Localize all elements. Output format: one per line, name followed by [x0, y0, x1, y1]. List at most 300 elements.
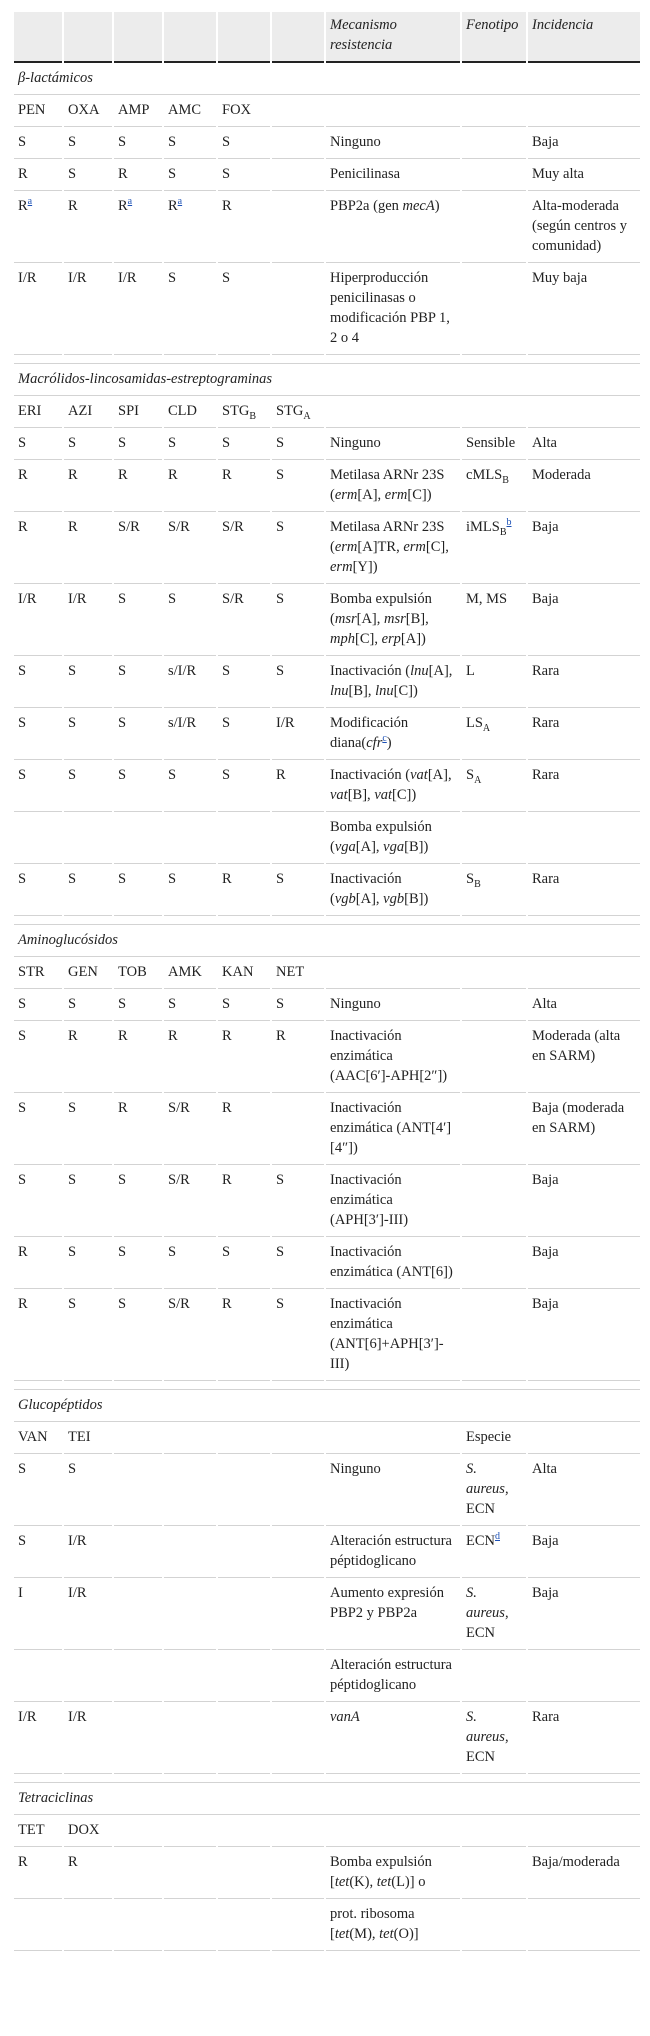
phenotype-cell: L	[462, 658, 526, 708]
antibiotic-label: TOB	[114, 959, 162, 989]
susceptibility-cell: S	[272, 462, 324, 512]
susceptibility-cell	[218, 1901, 270, 1951]
susceptibility-cell: S	[64, 1095, 112, 1165]
susceptibility-cell: S/R	[218, 514, 270, 584]
susceptibility-cell: I	[14, 1580, 62, 1650]
susceptibility-cell: R	[64, 1849, 112, 1899]
antibiotic-label: OXA	[64, 97, 112, 127]
susceptibility-cell: R	[64, 514, 112, 584]
phenotype-cell	[462, 129, 526, 159]
susceptibility-cell: R	[164, 462, 216, 512]
susceptibility-cell	[218, 1528, 270, 1578]
incidence-cell: Baja	[528, 1528, 640, 1578]
susceptibility-cell	[114, 1456, 162, 1526]
susceptibility-cell: I/R	[64, 1528, 112, 1578]
susceptibility-cell: S	[114, 1291, 162, 1381]
susceptibility-cell: S	[272, 991, 324, 1021]
susceptibility-cell: S	[218, 658, 270, 708]
table-row	[14, 1167, 640, 1237]
antibiotic-label: STR	[14, 959, 62, 989]
susceptibility-cell: S	[272, 514, 324, 584]
susceptibility-cell: S	[164, 430, 216, 460]
table-row	[14, 814, 640, 864]
incidence-cell	[528, 97, 640, 127]
incidence-cell: Baja	[528, 1239, 640, 1289]
susceptibility-cell: S	[14, 866, 62, 916]
susceptibility-cell: S	[14, 1095, 62, 1165]
susceptibility-cell: R	[218, 1023, 270, 1093]
incidence-cell: Moderada (alta en SARM)	[528, 1023, 640, 1093]
phenotype-cell	[462, 193, 526, 263]
susceptibility-cell	[218, 1849, 270, 1899]
mechanism-cell: Ninguno	[326, 991, 460, 1021]
mechanism-cell: Ninguno	[326, 1456, 460, 1526]
table-row	[14, 265, 640, 355]
incidence-cell	[528, 1817, 640, 1847]
antibiotic-label: FOX	[218, 97, 270, 127]
susceptibility-cell: S	[64, 991, 112, 1021]
mechanism-cell: Inactivación (vat[A], vat[B], vat[C])	[326, 762, 460, 812]
susceptibility-cell	[164, 1456, 216, 1526]
susceptibility-cell	[218, 1580, 270, 1650]
susceptibility-cell: S	[114, 129, 162, 159]
susceptibility-cell	[164, 1652, 216, 1702]
susceptibility-cell: S	[272, 586, 324, 656]
section-spacer	[14, 357, 640, 364]
mechanism-cell	[326, 1424, 460, 1454]
susceptibility-cell	[164, 1580, 216, 1650]
phenotype-cell	[462, 265, 526, 355]
susceptibility-cell: R	[218, 866, 270, 916]
susceptibility-cell: I/R	[272, 710, 324, 760]
phenotype-cell	[462, 1291, 526, 1381]
susceptibility-cell	[272, 193, 324, 263]
incidence-cell: Alta-moderada (según centros y comunidad)	[528, 193, 640, 263]
susceptibility-cell: $R^a$	[114, 193, 162, 263]
susceptibility-cell: S	[64, 658, 112, 708]
susceptibility-cell: S/R	[164, 1095, 216, 1165]
susceptibility-cell: R	[114, 1095, 162, 1165]
susceptibility-cell: S	[164, 762, 216, 812]
header-phenotype: Fenotipo	[462, 12, 526, 63]
phenotype-cell: ECN$^d$	[462, 1528, 526, 1578]
incidence-cell: Moderada	[528, 462, 640, 512]
incidence-cell: Rara	[528, 658, 640, 708]
mechanism-cell: Bomba expulsión [tet(K), tet(L)] o	[326, 1849, 460, 1899]
susceptibility-cell: S	[14, 1456, 62, 1526]
mechanism-cell: Ninguno	[326, 430, 460, 460]
susceptibility-cell: S	[272, 658, 324, 708]
susceptibility-cell	[14, 1652, 62, 1702]
susceptibility-cell: R	[218, 1291, 270, 1381]
phenotype-cell: iMLS$_B^b$	[462, 514, 526, 584]
antibiotic-label	[272, 1817, 324, 1847]
mechanism-cell: Inactivación enzimática (ANT[6])	[326, 1239, 460, 1289]
mechanism-cell: Alteración estructura péptidoglicano	[326, 1652, 460, 1702]
susceptibility-cell: R	[218, 1095, 270, 1165]
susceptibility-cell: R	[14, 514, 62, 584]
footnote-link[interactable]: c	[382, 733, 387, 745]
susceptibility-cell: S	[114, 866, 162, 916]
susceptibility-cell	[272, 1704, 324, 1774]
susceptibility-cell: S	[272, 430, 324, 460]
susceptibility-cell: S	[218, 161, 270, 191]
phenotype-cell	[462, 1023, 526, 1093]
section-title-row	[14, 1785, 640, 1815]
mechanism-cell: Metilasa ARNr 23S (erm[A], erm[C])	[326, 462, 460, 512]
antibiotic-label	[272, 97, 324, 127]
antibiotic-label: DOX	[64, 1817, 112, 1847]
mechanism-cell: Bomba expulsión (msr[A], msr[B], mph[C], erp[A])	[326, 586, 460, 656]
table-row	[14, 1901, 640, 1951]
section-title-row	[14, 1392, 640, 1422]
table-header	[14, 12, 640, 63]
incidence-cell	[528, 398, 640, 428]
phenotype-cell: $S_B$	[462, 866, 526, 916]
mechanism-cell	[326, 398, 460, 428]
susceptibility-cell: S	[218, 430, 270, 460]
susceptibility-cell	[114, 1580, 162, 1650]
table-row	[14, 1095, 640, 1165]
susceptibility-cell: S	[218, 265, 270, 355]
table-row	[14, 1652, 640, 1702]
susceptibility-cell	[272, 1095, 324, 1165]
susceptibility-cell: I/R	[64, 586, 112, 656]
susceptibility-cell	[14, 814, 62, 864]
incidence-cell	[528, 1652, 640, 1702]
antibiotic-header-row	[14, 398, 640, 428]
susceptibility-cell: S	[218, 991, 270, 1021]
table-row	[14, 1023, 640, 1093]
susceptibility-cell: S	[272, 1291, 324, 1381]
section-title: β-lactámicos	[14, 65, 640, 95]
footnote-link[interactable]: a	[127, 196, 133, 208]
susceptibility-cell	[272, 1849, 324, 1899]
susceptibility-cell: S	[272, 1167, 324, 1237]
susceptibility-cell	[14, 1901, 62, 1951]
incidence-cell: Alta	[528, 430, 640, 460]
phenotype-cell	[462, 814, 526, 864]
incidence-cell: Baja	[528, 1580, 640, 1650]
incidence-cell: Muy baja	[528, 265, 640, 355]
susceptibility-cell	[218, 1704, 270, 1774]
phenotype-header: Especie	[462, 1424, 526, 1454]
susceptibility-cell: S	[64, 1239, 112, 1289]
susceptibility-cell: I/R	[14, 265, 62, 355]
table-row	[14, 1528, 640, 1578]
phenotype-cell	[462, 1652, 526, 1702]
antibiotic-label: KAN	[218, 959, 270, 989]
table-row	[14, 1580, 640, 1650]
phenotype-cell: cMLS$_B$	[462, 462, 526, 512]
antibiotic-header-row	[14, 97, 640, 127]
susceptibility-cell: S	[14, 710, 62, 760]
susceptibility-cell: s/I/R	[164, 658, 216, 708]
mechanism-cell: Inactivación (lnu[A], lnu[B], lnu[C])	[326, 658, 460, 708]
antibiotic-label	[164, 1817, 216, 1847]
susceptibility-cell	[114, 1901, 162, 1951]
table-row	[14, 514, 640, 584]
footnote-link[interactable]: d	[495, 1531, 500, 1543]
antibiotic-label: $STG_B$	[218, 398, 270, 428]
antibiotic-label: CLD	[164, 398, 216, 428]
susceptibility-cell: R	[218, 462, 270, 512]
susceptibility-cell: S	[114, 658, 162, 708]
antibiotic-label: TET	[14, 1817, 62, 1847]
mechanism-cell: Inactivación enzimática (ANT[6]+APH[3′]-III)	[326, 1291, 460, 1381]
susceptibility-cell	[272, 1652, 324, 1702]
susceptibility-cell	[164, 1901, 216, 1951]
phenotype-cell: S. aureus, ECN	[462, 1580, 526, 1650]
susceptibility-cell: S	[164, 129, 216, 159]
susceptibility-cell: S	[114, 1167, 162, 1237]
incidence-cell: Rara	[528, 1704, 640, 1774]
susceptibility-cell: S	[14, 1167, 62, 1237]
susceptibility-cell: S	[218, 710, 270, 760]
susceptibility-cell: S	[272, 1239, 324, 1289]
susceptibility-cell: S/R	[114, 514, 162, 584]
susceptibility-cell	[218, 814, 270, 864]
susceptibility-cell: R	[64, 193, 112, 263]
susceptibility-cell	[164, 814, 216, 864]
incidence-cell: Baja	[528, 1291, 640, 1381]
incidence-cell: Baja	[528, 129, 640, 159]
mechanism-cell: Ninguno	[326, 129, 460, 159]
susceptibility-cell: S	[164, 161, 216, 191]
susceptibility-cell: S	[114, 586, 162, 656]
mechanism-cell	[326, 97, 460, 127]
header-mechanism: Mecanismo resistencia	[326, 12, 460, 63]
susceptibility-cell: S	[64, 1291, 112, 1381]
susceptibility-cell: S	[164, 586, 216, 656]
susceptibility-cell	[164, 1528, 216, 1578]
mechanism-cell: Hiperproducción penicilinasas o modificación PBP 1, 2 o 4	[326, 265, 460, 355]
section-spacer	[14, 1776, 640, 1783]
incidence-cell: Baja (moderada en SARM)	[528, 1095, 640, 1165]
antibiotic-label: AMP	[114, 97, 162, 127]
mechanism-cell: Modificación diana(cfr$^c$)	[326, 710, 460, 760]
susceptibility-cell	[272, 814, 324, 864]
footnote-link[interactable]: a	[27, 196, 33, 208]
incidence-cell	[528, 1424, 640, 1454]
phenotype-cell	[462, 1901, 526, 1951]
susceptibility-cell: S	[272, 866, 324, 916]
susceptibility-cell: S	[14, 1023, 62, 1093]
susceptibility-cell	[114, 1849, 162, 1899]
susceptibility-cell	[272, 161, 324, 191]
antibiotic-label: SPI	[114, 398, 162, 428]
table-row	[14, 193, 640, 263]
incidence-cell: Alta	[528, 991, 640, 1021]
phenotype-cell: $LS_A$	[462, 710, 526, 760]
susceptibility-cell: S	[64, 129, 112, 159]
mechanism-cell: prot. ribosoma [tet(M), tet(O)]	[326, 1901, 460, 1951]
susceptibility-cell: S	[64, 710, 112, 760]
susceptibility-cell: S	[14, 1528, 62, 1578]
mechanism-cell: Inactivación (vgb[A], vgb[B])	[326, 866, 460, 916]
antibiotic-label: AMK	[164, 959, 216, 989]
section-spacer	[14, 1383, 640, 1390]
susceptibility-cell	[272, 265, 324, 355]
antibiotic-header-row	[14, 1424, 640, 1454]
susceptibility-cell	[114, 1528, 162, 1578]
susceptibility-cell: S	[218, 129, 270, 159]
susceptibility-cell: S	[14, 129, 62, 159]
phenotype-cell: S. aureus, ECN	[462, 1456, 526, 1526]
section-title: Aminoglucósidos	[14, 927, 640, 957]
section-spacer	[14, 918, 640, 925]
susceptibility-cell	[64, 814, 112, 864]
table-row	[14, 1291, 640, 1381]
table-row	[14, 1239, 640, 1289]
phenotype-cell: Sensible	[462, 430, 526, 460]
susceptibility-cell	[272, 1580, 324, 1650]
antibiotic-header-row	[14, 1817, 640, 1847]
susceptibility-cell: $R^a$	[14, 193, 62, 263]
susceptibility-cell: S/R	[218, 586, 270, 656]
phenotype-cell	[462, 1095, 526, 1165]
susceptibility-cell	[64, 1652, 112, 1702]
section-title-row	[14, 65, 640, 95]
susceptibility-cell: S/R	[164, 1291, 216, 1381]
susceptibility-cell: S	[64, 1167, 112, 1237]
antibiotic-label: VAN	[14, 1424, 62, 1454]
susceptibility-cell	[218, 1652, 270, 1702]
susceptibility-cell: R	[218, 1167, 270, 1237]
susceptibility-cell: S	[114, 430, 162, 460]
susceptibility-cell	[272, 1528, 324, 1578]
incidence-cell: Baja	[528, 586, 640, 656]
table-row	[14, 586, 640, 656]
table-row	[14, 991, 640, 1021]
section-title-row	[14, 927, 640, 957]
incidence-cell: Baja	[528, 1167, 640, 1237]
antibiotic-label	[218, 1817, 270, 1847]
susceptibility-cell: S	[114, 1239, 162, 1289]
susceptibility-cell: S	[64, 430, 112, 460]
susceptibility-cell: R	[272, 762, 324, 812]
susceptibility-cell: R	[64, 462, 112, 512]
susceptibility-cell: I/R	[114, 265, 162, 355]
table-row	[14, 161, 640, 191]
susceptibility-cell: I/R	[14, 1704, 62, 1774]
susceptibility-cell	[114, 1652, 162, 1702]
susceptibility-cell: R	[114, 1023, 162, 1093]
susceptibility-cell: R	[14, 462, 62, 512]
susceptibility-cell: $R^a$	[164, 193, 216, 263]
susceptibility-cell: S	[64, 1456, 112, 1526]
antibiotic-header-row	[14, 959, 640, 989]
table-row	[14, 462, 640, 512]
susceptibility-cell	[114, 814, 162, 864]
table-row	[14, 430, 640, 460]
susceptibility-cell: S	[114, 991, 162, 1021]
susceptibility-cell: S	[164, 991, 216, 1021]
antibiotic-label: $STG_A$	[272, 398, 324, 428]
mechanism-cell	[326, 959, 460, 989]
footnote-link[interactable]: b	[506, 517, 512, 529]
table-row	[14, 658, 640, 708]
antibiotic-label: AMC	[164, 97, 216, 127]
phenotype-cell	[462, 161, 526, 191]
mechanism-cell: vanA	[326, 1704, 460, 1774]
table-row	[14, 1456, 640, 1526]
susceptibility-cell	[64, 1901, 112, 1951]
susceptibility-cell: S	[218, 762, 270, 812]
phenotype-cell: M, MS	[462, 586, 526, 656]
susceptibility-cell: R	[272, 1023, 324, 1093]
susceptibility-cell: S/R	[164, 514, 216, 584]
mechanism-cell: Metilasa ARNr 23S (erm[A]TR, erm[C], erm[Y])	[326, 514, 460, 584]
susceptibility-cell: S	[164, 866, 216, 916]
phenotype-header	[462, 959, 526, 989]
phenotype-cell: S. aureus, ECN	[462, 1704, 526, 1774]
susceptibility-cell	[272, 1901, 324, 1951]
susceptibility-cell: R	[14, 1239, 62, 1289]
antibiotic-label: TEI	[64, 1424, 112, 1454]
table-row	[14, 866, 640, 916]
mechanism-cell: Inactivación enzimática (AAC[6′]-APH[2″])	[326, 1023, 460, 1093]
mechanism-cell: Inactivación enzimática (ANT[4′][4″])	[326, 1095, 460, 1165]
incidence-cell	[528, 959, 640, 989]
incidence-cell: Rara	[528, 866, 640, 916]
mechanism-cell: Alteración estructura péptidoglicano	[326, 1528, 460, 1578]
susceptibility-cell: S/R	[164, 1167, 216, 1237]
incidence-cell	[528, 814, 640, 864]
phenotype-cell: $S_A$	[462, 762, 526, 812]
footnote-link[interactable]: a	[177, 196, 183, 208]
antibiotic-label	[272, 1424, 324, 1454]
susceptibility-cell: S	[14, 658, 62, 708]
susceptibility-cell	[272, 129, 324, 159]
resistance-table	[12, 10, 642, 1953]
susceptibility-cell: R	[218, 193, 270, 263]
phenotype-cell	[462, 1239, 526, 1289]
section-title-row	[14, 366, 640, 396]
table-row	[14, 1704, 640, 1774]
mechanism-cell: PBP2a (gen mecA)	[326, 193, 460, 263]
antibiotic-label	[114, 1817, 162, 1847]
incidence-cell: Baja/moderada	[528, 1849, 640, 1899]
susceptibility-cell: S	[14, 430, 62, 460]
susceptibility-cell: S	[64, 762, 112, 812]
table-row	[14, 762, 640, 812]
incidence-cell: Alta	[528, 1456, 640, 1526]
susceptibility-cell: S	[114, 762, 162, 812]
susceptibility-cell: S	[164, 265, 216, 355]
susceptibility-cell	[164, 1849, 216, 1899]
susceptibility-cell: R	[114, 462, 162, 512]
antibiotic-label	[218, 1424, 270, 1454]
susceptibility-cell: I/R	[64, 265, 112, 355]
phenotype-cell	[462, 991, 526, 1021]
susceptibility-cell: I/R	[14, 586, 62, 656]
phenotype-cell	[462, 1849, 526, 1899]
incidence-cell: Baja	[528, 514, 640, 584]
antibiotic-label	[114, 1424, 162, 1454]
mechanism-cell	[326, 1817, 460, 1847]
header-incidence: Incidencia	[528, 12, 640, 63]
incidence-cell	[528, 1901, 640, 1951]
phenotype-header	[462, 398, 526, 428]
susceptibility-cell: R	[14, 1849, 62, 1899]
section-title: Glucopéptidos	[14, 1392, 640, 1422]
table-row	[14, 129, 640, 159]
susceptibility-cell: I/R	[64, 1704, 112, 1774]
susceptibility-cell: S	[14, 762, 62, 812]
susceptibility-cell: R	[164, 1023, 216, 1093]
mechanism-cell: Bomba expulsión (vga[A], vga[B])	[326, 814, 460, 864]
